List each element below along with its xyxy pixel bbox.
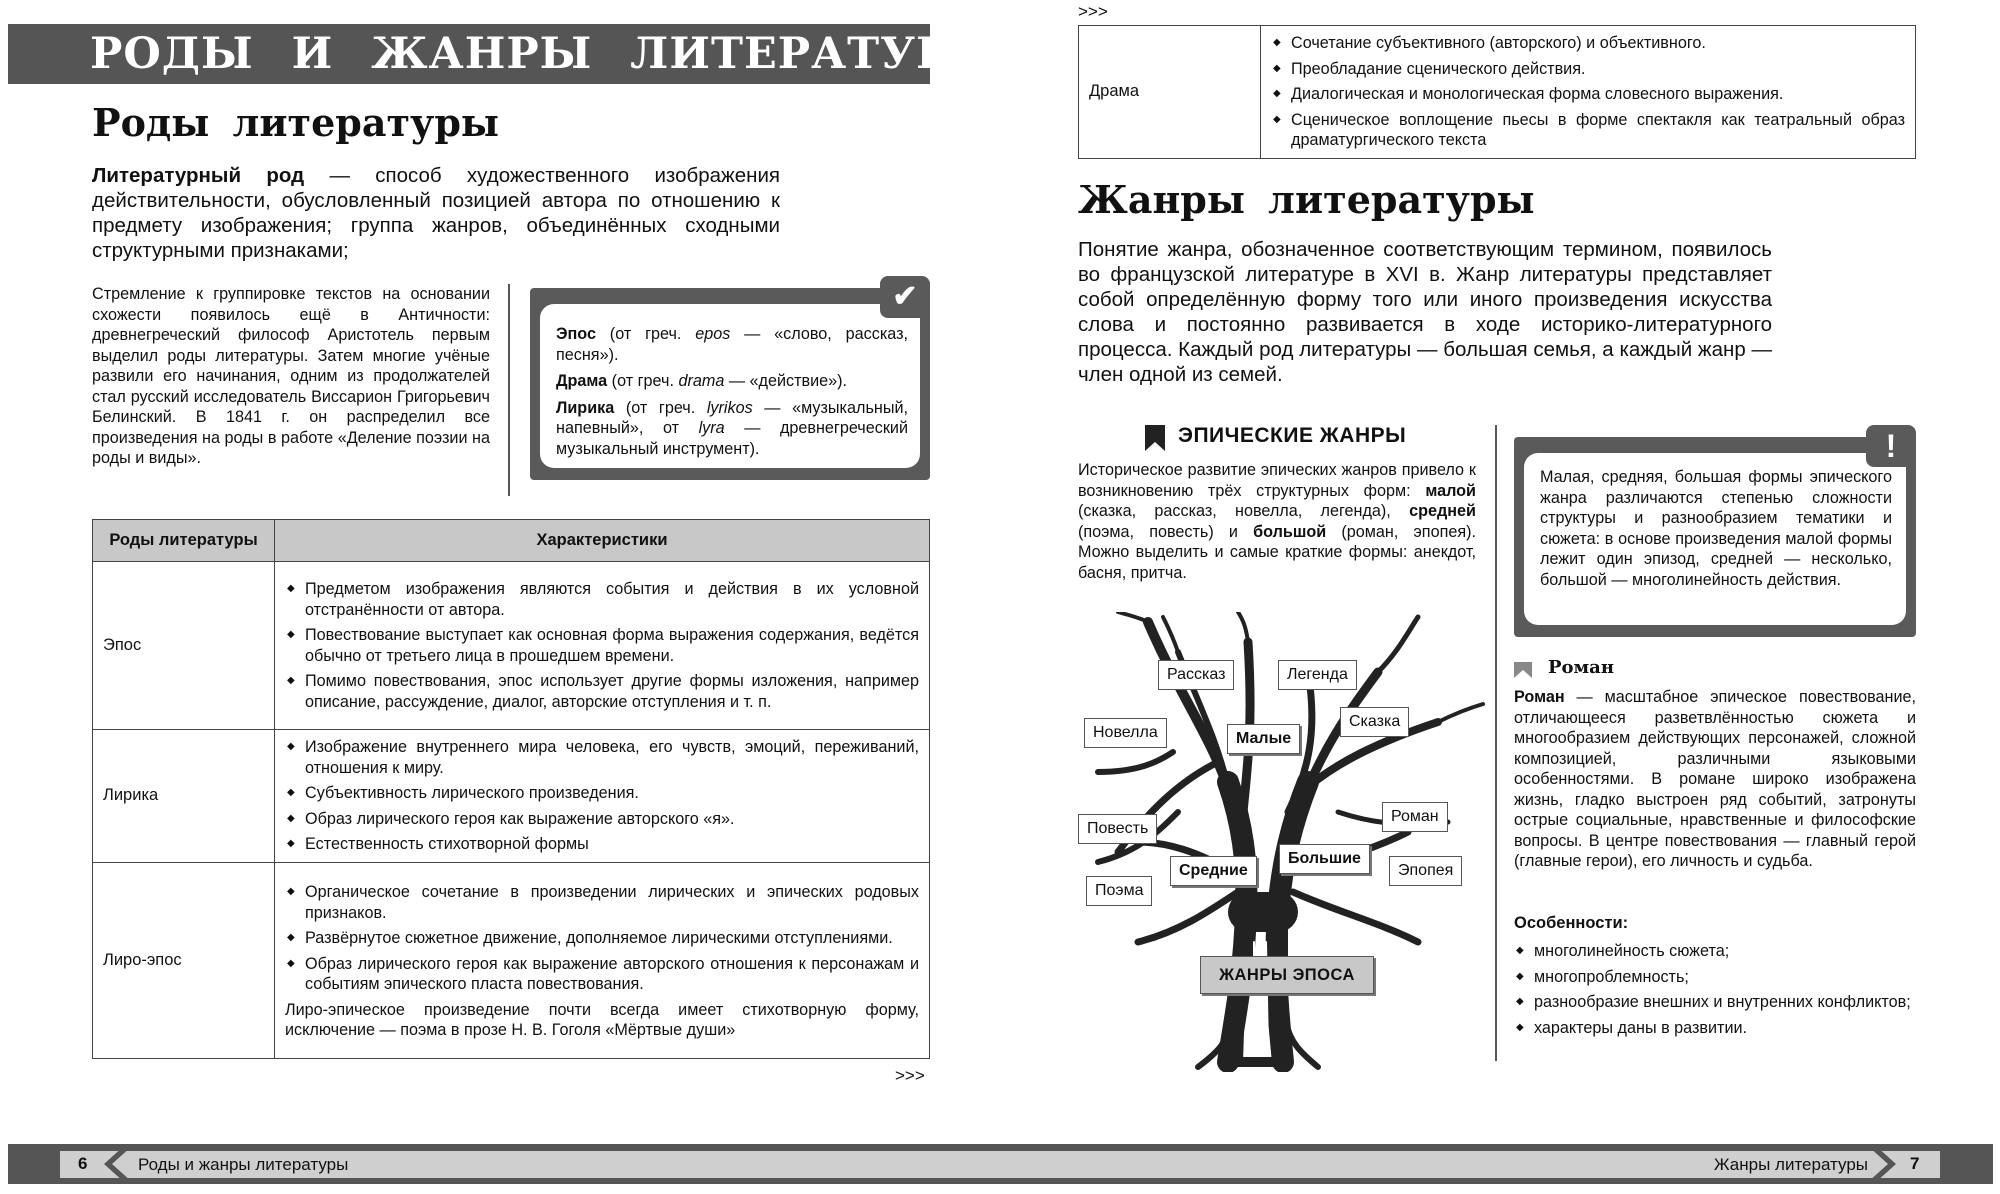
tree-label-legenda: Легенда: [1278, 660, 1357, 690]
features-list: [1514, 941, 1916, 1043]
list-item: ◆ разнообразие внешних и внутренних конфликтов;: [1514, 992, 1916, 1013]
section-title-band: РОДЫ И ЖАНРЫ ЛИТЕРАТУРЫ: [8, 24, 930, 84]
row-name: Лирика: [93, 730, 275, 863]
row-characteristics: [275, 562, 930, 730]
page-number-right: 7: [1910, 1154, 1920, 1173]
exclamation-icon: !: [1866, 425, 1916, 467]
table-header-row: [93, 520, 930, 562]
tree-label-povest: Повесть: [1078, 814, 1157, 844]
tree-label-novella: Новелла: [1084, 718, 1167, 748]
definition-term: Литературный род: [92, 164, 305, 187]
drama-table-continuation: [1078, 25, 1916, 159]
tree-label-srednie: Средние: [1170, 856, 1257, 886]
table-row: [93, 862, 930, 1058]
list-item: ◆ Органическое сочетание в произведении лирических и эпических родовых признаков.: [285, 882, 919, 923]
list-item: ◆ Изображение внутреннего мира человека, его чувств, эмоций, переживаний, отношения к миру.: [285, 737, 919, 778]
table-header-cell: Характеристики: [275, 520, 930, 562]
page-number-left: 6: [78, 1154, 88, 1173]
tree-trunk-label: ЖАНРЫ ЭПОСА: [1200, 956, 1374, 994]
callout-item-lirika: Лирика (от греч. lyrikos — «музыкальный, напевный», от lyra — древнегреческий музыкальный инструмент).: [556, 398, 909, 458]
footer-title-right: Жанры литературы: [1713, 1155, 1868, 1174]
left-chevron-icon: [102, 1146, 138, 1182]
column-divider-right: [1495, 425, 1497, 1061]
intro-paragraph: Понятие жанра, обозначенное соответствующим термином, появилось во французской литературе в XVI в. Жанр литературы представляет собой определённую форму того или иного произведения искусства слова и постоянно развивается в ходе историко-литературного процесса. Каждый род литературы — большая семья, а каждый жанр — член одной из семей.: [1078, 238, 1772, 386]
forms-callout: [1514, 437, 1916, 637]
callout-text: Малая, средняя, большая формы эпического жанра различаются степенью сложности структуры и разнообразием тематики и сюжета: в основе произведения малой формы лежит один эпизод, средней — несколько, большой — многолинейность действия.: [1540, 468, 1892, 589]
callout-item-epos: Эпос (от греч. epos — «слово, рассказ, песня»).: [556, 325, 908, 364]
genre-tree: [1078, 612, 1488, 1072]
column-divider: [508, 284, 510, 496]
row-characteristics: [275, 862, 930, 1058]
list-item: ◆ Сочетание субъективного (авторского) и объективного.: [1271, 33, 1905, 54]
tree-label-poema: Поэма: [1086, 876, 1152, 906]
genres-table: [92, 519, 930, 1059]
list-item: ◆ Образ лирического героя как выражение авторского отношения к персонажам и событиям эпического пласта повествования.: [285, 954, 919, 995]
definition-paragraph: [92, 163, 780, 263]
epic-genres-heading: ЭПИЧЕСКИЕ ЖАНРЫ: [1178, 424, 1407, 447]
list-item: ◆ Преобладание сценического действия.: [1271, 59, 1905, 80]
definition-text: — способ художественного изображения действительности, обусловленный позицией автора по отношению к предмету изображения; группа жанров, объединённых сходными структурными признаками;: [92, 164, 781, 262]
tree-label-malye: Малые: [1227, 724, 1300, 754]
page-heading-genres: Жанры литературы: [1078, 177, 1535, 222]
list-item: ◆ многопроблемность;: [1514, 967, 1916, 988]
list-item: ◆ многолинейность сюжета;: [1514, 941, 1916, 962]
genres-origin-callout: [530, 288, 930, 480]
list-item: ◆ Предметом изображения являются события и действия в их условной отстранённости от автора.: [285, 579, 919, 620]
list-item: ◆ Помимо повествования, эпос использует другие формы изложения, например описание, рассуждение, диалог, авторские отступления и т. п.: [285, 671, 919, 712]
list-item: ◆ Естественность стихотворной формы: [285, 834, 919, 855]
list-item: ◆ характеры даны в развитии.: [1514, 1018, 1916, 1039]
features-heading: Особенности:: [1514, 914, 1629, 932]
tree-label-rasskaz: Рассказ: [1158, 660, 1234, 690]
table-row: [1079, 26, 1916, 159]
list-item: ◆ Субъективность лирического произведения.: [285, 783, 919, 804]
tree-label-roman: Роман: [1382, 802, 1448, 832]
tree-label-skazka: Сказка: [1340, 707, 1409, 737]
row-name: Драма: [1079, 26, 1261, 159]
continue-mark: >>>: [895, 1066, 925, 1085]
row-note: Лиро-эпическое произведение почти всегда имеет стихотворную форму, исключение — поэма в прозе Н. В. Гоголя «Мёртвые души»: [285, 1000, 919, 1040]
list-item: ◆ Развёрнутое сюжетное движение, дополняемое лирическими отступлениями.: [285, 928, 919, 949]
checkmark-icon: ✔: [880, 276, 930, 318]
roman-marker-icon: [1514, 662, 1532, 678]
row-characteristics: [275, 730, 930, 863]
table-row: [93, 562, 930, 730]
history-paragraph: Стремление к группировке текстов на основании схожести появилось ещё в Античности: древнегреческий философ Аристотель первым выделил роды литературы. Затем многие учёные развили его начинания, одним из продолжателей стал русский исследователь Виссарион Григорьевич Белинский. В 1841 г. он распределил все произведения на роды в работе «Деление поэзии на роды и виды».: [92, 285, 490, 467]
tree-label-bolshie: Большие: [1279, 844, 1370, 874]
row-characteristics: [1261, 26, 1916, 159]
list-item: ◆ Сценическое воплощение пьесы в форме спектакля как театральный образ драматургического текста: [1271, 110, 1905, 151]
tree-label-epopeya: Эпопея: [1389, 856, 1462, 886]
list-item: ◆ Образ лирического героя как выражение авторского «я».: [285, 809, 919, 830]
row-name: Эпос: [93, 562, 275, 730]
continue-mark-top: >>>: [1078, 2, 1108, 21]
callout-item-drama: Драма (от греч. drama — «действие»).: [556, 372, 848, 390]
table-header-cell: Роды литературы: [93, 520, 275, 562]
row-name: Лиро-эпос: [93, 862, 275, 1058]
list-item: ◆ Повествование выступает как основная форма выражения содержания, ведётся обычно от третьего лица в прошедшем времени.: [285, 625, 919, 666]
list-item: ◆ Диалогическая и монологическая форма словесного выражения.: [1271, 84, 1905, 105]
roman-paragraph: Роман — масштабное эпическое повествование, отличающееся разветвлённостью сюжета и многообразием действующих персонажей, сложной композицией, различными языковыми особенностями. В романе широко изображена жизнь, гладко выстроен ряд событий, затронуты острые социальные, нравственные и философские вопросы. В центре повествования — главный герой (главные герои), его личность и судьба.: [1514, 688, 1916, 870]
footer-title-left: Роды и жанры литературы: [138, 1155, 349, 1174]
roman-heading: Роман: [1548, 657, 1615, 678]
page-heading: Роды литературы: [92, 100, 499, 145]
epic-paragraph: Историческое развитие эпических жанров привело к возникновению трёх структурных форм: малой (сказка, рассказ, новелла, легенда), средней (поэма, повесть) и большой (роман, эпопея). Можно выделить и самые краткие формы: анекдот, басня, притча.: [1078, 461, 1476, 582]
table-row: [93, 730, 930, 863]
bookmark-icon: [1143, 425, 1167, 451]
